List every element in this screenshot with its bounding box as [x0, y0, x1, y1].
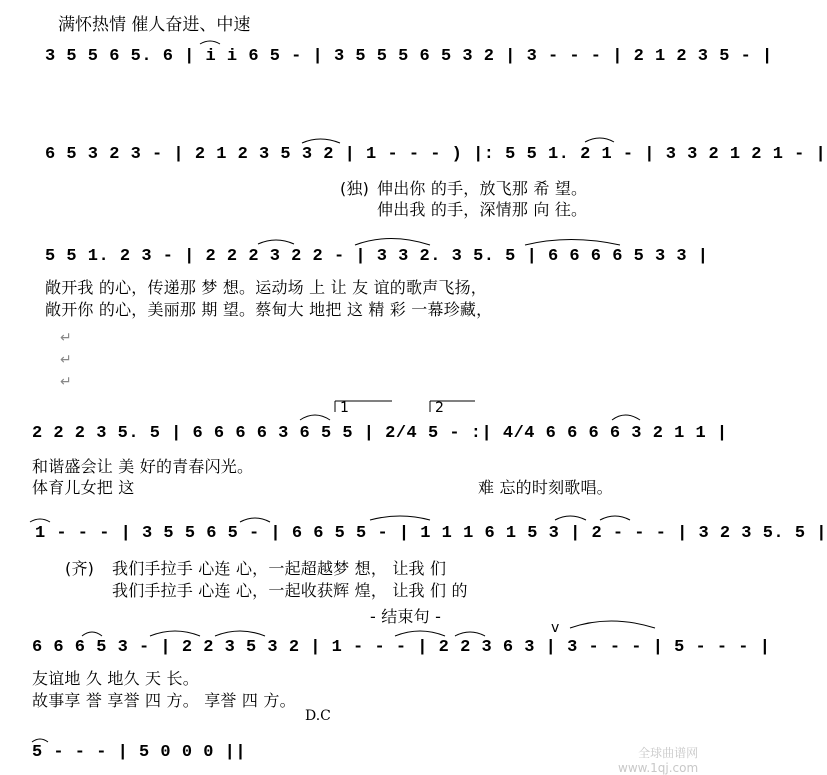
return-mark: ↵ [60, 374, 72, 390]
return-mark: ↵ [60, 352, 72, 368]
tempo-marking: 满怀热情 催人奋进、中速 [58, 15, 251, 35]
slur [215, 631, 265, 636]
slur [300, 415, 330, 420]
lyric-r3-v1: 敞开我 的心，传递那 梦 想。运动场 上 让 友 谊的歌声飞扬， [45, 278, 488, 297]
notation-row-6: 6 6 6 5 3 - | 2 2 3 5 3 2 | 1 - - - | 2 2 3 6 3 | 3 - - - | 5 - - - | [32, 638, 771, 657]
notation-row-7: 5 - - - | 5 0 0 0 || [32, 743, 247, 762]
volta-2: 2 [435, 400, 444, 416]
watermark: 全球曲谱网 www.1qj.com [618, 746, 699, 775]
da-capo-mark: D.C [305, 708, 331, 724]
tie [555, 516, 586, 520]
solo-mark: (独) [340, 179, 370, 198]
tie [585, 138, 614, 142]
chorus-mark: (齐) [65, 559, 95, 578]
tie [200, 41, 220, 44]
lyric-r6-v2: 故事享 誉 享誉 四 方。 享誉 四 方。 [32, 691, 296, 710]
lyric-r4-v2b: 难 忘的时刻歌唱。 [478, 478, 613, 497]
return-mark: ↵ [60, 330, 72, 346]
lyric-r5-v2: 我们手拉手 心连 心，一起收获辉 煌， 让我 们 的 [112, 581, 468, 600]
notation-row-2: 6 5 3 2 3 - | 2 1 2 3 5 3 2 | 1 - - - ) |: 5 5 1. 2 1 - | 3 3 2 1 2 1 - | [45, 145, 827, 164]
lyric-r5-v1: 我们手拉手 心连 心，一起超越梦 想， 让我 们 [112, 559, 447, 578]
slur [570, 621, 655, 628]
ending-marker: - 结束句 - [370, 607, 442, 626]
tie [240, 518, 270, 522]
tie [455, 632, 485, 636]
slur [370, 516, 430, 520]
slur [32, 739, 48, 742]
lyric-r2-v2: 伸出我 的手，深情那 向 往。 [377, 200, 588, 219]
slur [355, 239, 430, 246]
breath-mark: v [551, 620, 560, 636]
notation-row-1: 3 5 5 6 5. 6 | i i 6 5 - | 3 5 5 5 6 5 3 2 | 3 - - - | 2 1 2 3 5 - | [45, 47, 773, 66]
notation-row-5: 1 - - - | 3 5 5 6 5 - | 6 6 5 5 - | 1 1 1 6 1 5 3 | 2 - - - | 3 2 3 5. 5 | [35, 524, 827, 543]
volta-1: 1 [340, 400, 349, 416]
slur [395, 631, 445, 636]
slur [612, 415, 640, 420]
slur [150, 631, 200, 636]
lyric-r4-v2a: 体育儿女把 这 [32, 478, 135, 497]
lyric-r6-v1: 友谊地 久 地久 天 长。 [32, 669, 199, 688]
tie [82, 632, 102, 636]
tie [258, 240, 294, 244]
lyric-r2-v1: 伸出你 的手，放飞那 希 望。 [377, 179, 588, 198]
slur [302, 139, 340, 143]
lyric-r4-v1: 和谐盛会让 美 好的青春闪光。 [32, 457, 254, 476]
notation-row-3: 5 5 1. 2 3 - | 2 2 2 3 2 2 - | 3 3 2. 3 5. 5 | 6 6 6 6 5 3 3 | [45, 247, 709, 266]
lyric-r3-v2: 敞开你 的心，美丽那 期 望。蔡甸大 地把 这 精 彩 一幕珍藏， [45, 300, 493, 319]
notation-row-4: 2 2 2 3 5. 5 | 6 6 6 6 3 6 5 5 | 2/4 5 - :| 4/4 6 6 6 6 3 2 1 1 | [32, 424, 728, 443]
slur [600, 516, 630, 520]
tie [30, 519, 50, 522]
slur [525, 240, 620, 246]
